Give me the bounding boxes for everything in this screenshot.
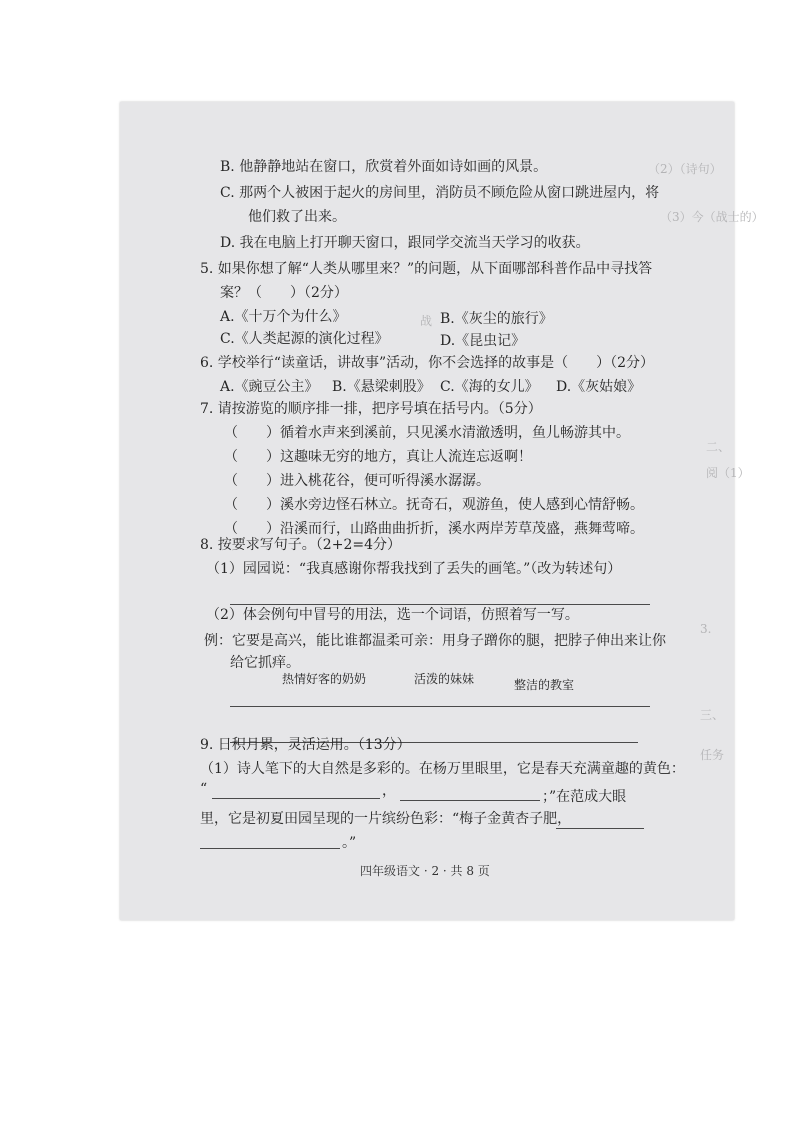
- option-d: D. 我在电脑上打开聊天窗口，跟同学交流当天学习的收获。: [220, 235, 590, 251]
- question-5: 5. 如果你想了解“人类从哪里来？”的问题，从下面哪部科普作品中寻找答: [200, 261, 653, 277]
- q5-option-b: B.《灰尘的旅行》: [440, 311, 553, 327]
- question-7: 7. 请按游览的顺序排一排，把序号填在括号内。（5分）: [200, 401, 542, 417]
- fill-blank[interactable]: [556, 828, 644, 829]
- bleed-text: 任务: [700, 748, 725, 762]
- q9-comma: ，: [382, 783, 396, 799]
- question-5-cont: 案？（ ）（2分）: [220, 285, 348, 301]
- question-8: 8. 按要求写句子。（2+2=4分）: [200, 537, 401, 553]
- q9-part-1: （1）诗人笔下的大自然是多彩的。在杨万里眼里，它是春天充满童趣的黄色：: [200, 761, 685, 777]
- q9-end: 。”: [342, 835, 357, 851]
- bleed-text: 二、: [706, 440, 731, 454]
- fill-blank[interactable]: [200, 848, 340, 849]
- question-9: 9. 日积月累，灵活运用。（13分）: [200, 737, 411, 753]
- q7-item: （ ）进入桃花谷，便可听得溪水潺潺。: [224, 473, 490, 489]
- option-c: C. 那两个人被困于起火的房间里，消防员不顾危险从窗口跳进屋内，将: [220, 185, 660, 201]
- word-option: 整洁的教室: [514, 678, 575, 692]
- q6-option-a: A.《豌豆公主》: [220, 379, 319, 395]
- q8-example-cont: 给它抓痒。: [230, 655, 300, 671]
- exam-page: [120, 102, 764, 920]
- bleed-text: （3）今（战士的）: [660, 210, 764, 224]
- question-6: 6. 学校举行“读童话，讲故事”活动，你不会选择的故事是（ ）（2分）: [200, 355, 655, 371]
- q6-option-d: D.《灰姑娘》: [556, 379, 642, 395]
- bleed-text: （2）（诗句）: [648, 162, 722, 176]
- fill-blank[interactable]: [400, 800, 540, 801]
- answer-line[interactable]: [230, 604, 650, 605]
- q7-item: （ ）溪水旁边怪石林立。抚奇石，观游鱼，使人感到心情舒畅。: [224, 497, 644, 513]
- word-option: 活泼的妹妹: [414, 672, 475, 686]
- q5-option-a: A.《十万个为什么》: [220, 309, 347, 325]
- q5-option-d: D.《昆虫记》: [440, 333, 526, 349]
- bleed-text: 三、: [700, 708, 725, 722]
- q6-option-c: C.《海的女儿》: [440, 379, 539, 395]
- q8-part-1: （1）园园说：“我真感谢你帮我找到了丢失的画笔。”（改为转述句）: [206, 561, 622, 577]
- fill-blank[interactable]: [212, 798, 380, 799]
- q8-part-2: （2）体会例句中冒号的用法，选一个词语，仿照着写一写。: [206, 607, 579, 623]
- bleed-text: 阅（1）: [706, 466, 750, 480]
- q7-item: （ ）这趣味无穷的地方，真让人流连忘返啊！: [224, 449, 532, 465]
- q9-semicolon: ；”在范成大眼: [542, 789, 627, 805]
- bleed-text: 战: [420, 314, 433, 328]
- option-b: B. 他静静地站在窗口，欣赏着外面如诗如画的风景。: [220, 159, 548, 175]
- option-c-cont: 他们救了出来。: [248, 209, 346, 225]
- q7-item: （ ）循着水声来到溪前，只见溪水清澈透明，鱼儿畅游其中。: [224, 425, 630, 441]
- q7-item: （ ）沿溪而行，山路曲曲折折，溪水两岸芳草茂盛，燕舞莺啼。: [224, 521, 644, 537]
- q8-example: 例：它要是高兴，能比谁都温柔可亲：用身子蹭你的腿，把脖子伸出来让你: [204, 633, 666, 649]
- q9-line-2: 里，它是初夏田园呈现的一片缤纷色彩：“梅子金黄杏子肥，: [200, 811, 572, 827]
- q5-option-c: C.《人类起源的演化过程》: [220, 331, 389, 347]
- bleed-text: 3.: [700, 622, 712, 636]
- page-footer: 四年级语文 · 2 · 共 8 页: [360, 864, 490, 878]
- answer-line[interactable]: [230, 706, 650, 707]
- word-option: 热情好客的奶奶: [282, 672, 367, 686]
- q6-option-b: B.《悬梁刺股》: [332, 379, 431, 395]
- q9-quote-open: “: [200, 781, 208, 797]
